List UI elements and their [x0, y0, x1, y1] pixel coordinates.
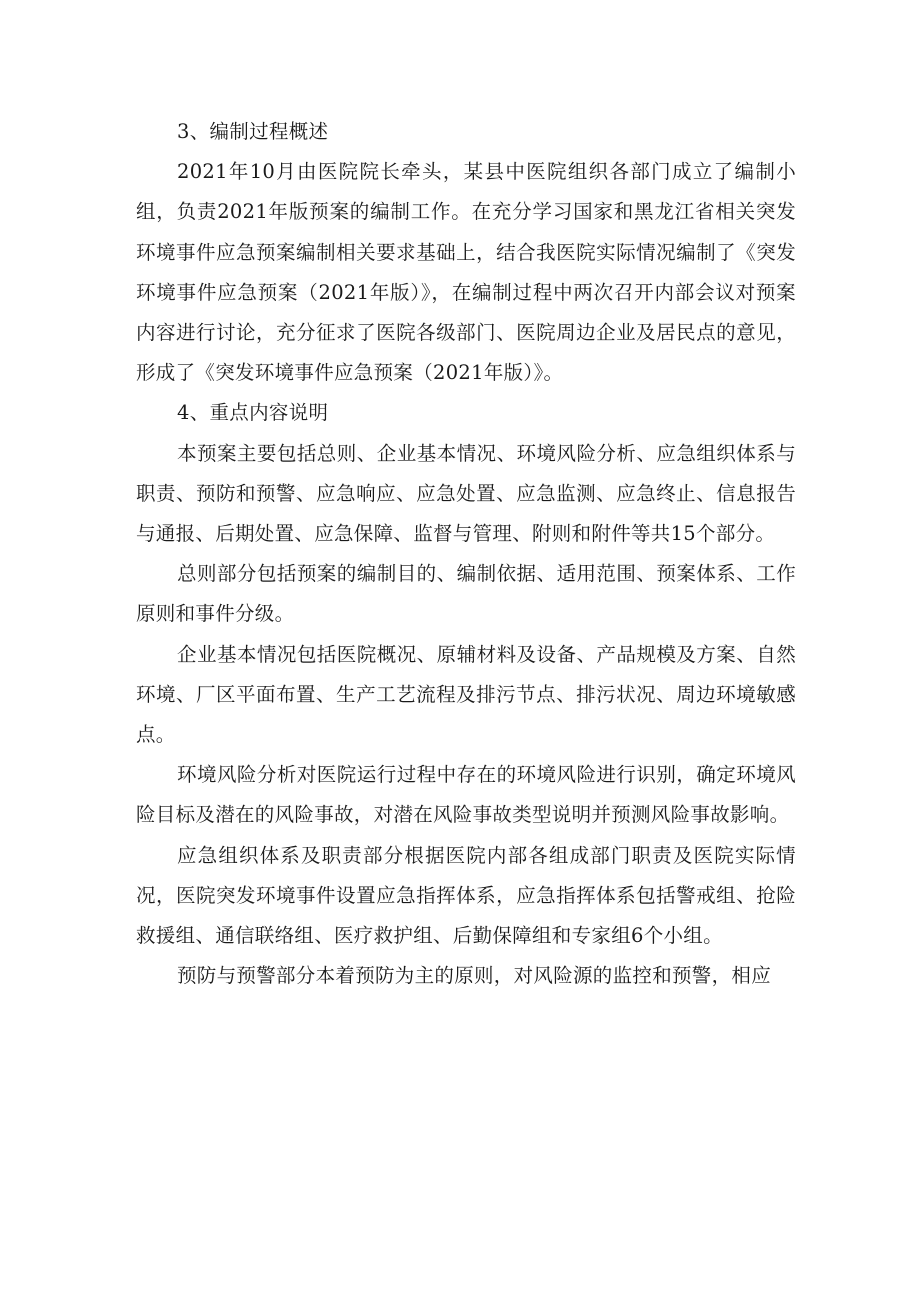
section-heading-key-content: 4、重点内容说明	[177, 401, 329, 425]
section-heading-compilation-process: 3、编制过程概述	[177, 120, 329, 143]
paragraph-plan-overview: 本预案主要包括总则、企业基本情况、环境风险分析、应急组织体系与职责、预防和预警、应急响应、应急处置、应急监测、应急终止、信息报告与通报、后期处置、应急保障、监督与管理、附则和附件等共15个部分。	[136, 441, 796, 546]
paragraph-general-provisions: 总则部分包括预案的编制目的、编制依据、适用范围、预案体系、工作原则和事件分级。	[136, 562, 796, 626]
paragraph-basic-info: 企业基本情况包括医院概况、原辅材料及设备、产品规模及方案、自然环境、厂区平面布置、生产工艺流程及排污节点、排污状况、周边环境敏感点。	[136, 642, 796, 747]
document-body	[136, 112, 796, 996]
paragraph-risk-analysis: 环境风险分析对医院运行过程中存在的环境风险进行识别，确定环境风险目标及潜在的风险事故，对潜在风险事故类型说明并预测风险事故影响。	[136, 763, 796, 827]
paragraph-prevention-warning: 预防与预警部分本着预防为主的原则，对风险源的监控和预警，相应	[177, 964, 772, 988]
paragraph-organization: 应急组织体系及职责部分根据医院内部各组成部门职责及医院实际情况，医院突发环境事件设置应急指挥体系，应急指挥体系包括警戒组、抢险救援组、通信联络组、医疗救护组、后勤保障组和专家组6个小组。	[136, 843, 796, 948]
paragraph-compilation-process: 2021年10月由医院院长牵头，某县中医院组织各部门成立了编制小组，负责2021年版预案的编制工作。在充分学习国家和黑龙江省相关突发环境事件应急预案编制相关要求基础上，结合我医院实际情况编制了《突发环境事件应急预案（2021年版）》，在编制过程中两次召开内部会议对预案内容进行讨论，充分征求了医院各级部门、医院周边企业及居民点的意见，形成了《突发环境事件应急预案（2021年版）》。	[136, 160, 796, 385]
